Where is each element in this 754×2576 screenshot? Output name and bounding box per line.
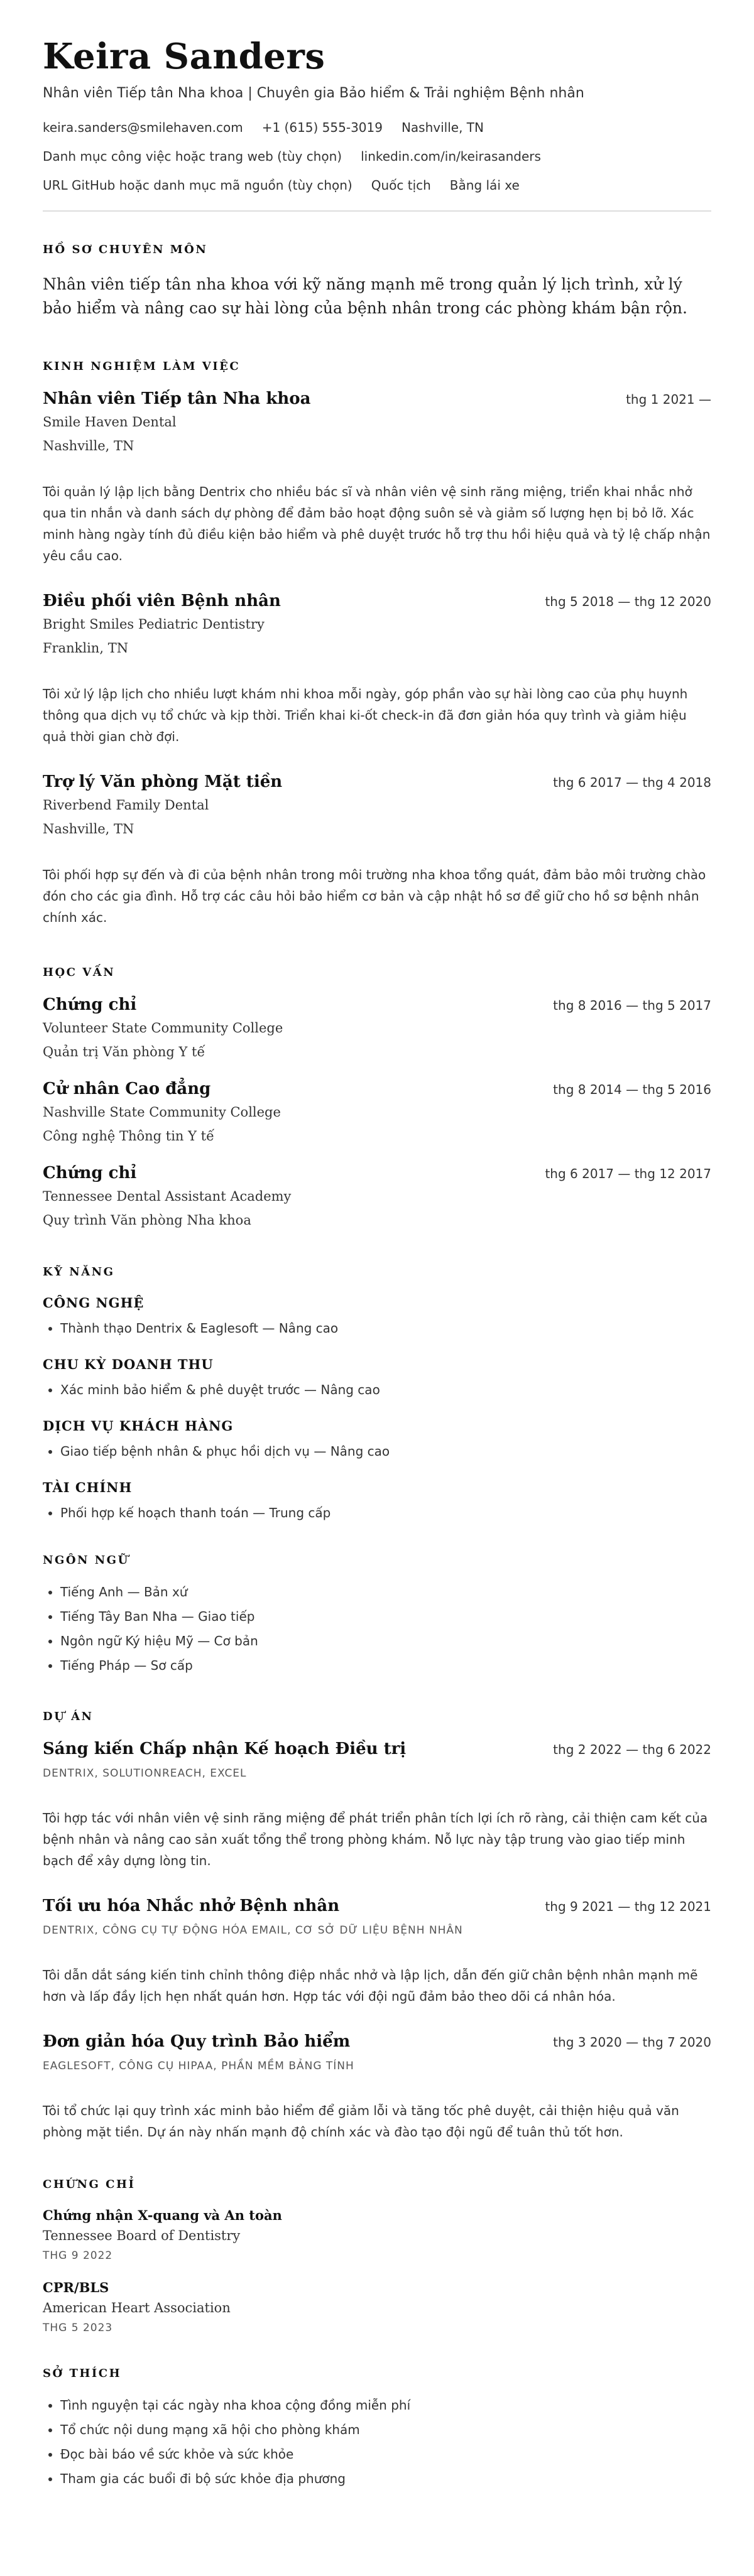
skill-item: • Xác minh bảo hiểm & phê duyệt trước — Nâng cao: [60, 1381, 711, 1399]
certification-issuer: American Heart Association: [43, 2300, 231, 2316]
contact-row-1: [43, 120, 711, 135]
language-item: • Tiếng Pháp — Sơ cấp: [60, 1657, 711, 1675]
job-title: Điều phối viên Bệnh nhân: [43, 592, 281, 611]
project-tech: DENTRIX, SOLUTIONREACH, EXCEL: [43, 1767, 247, 1780]
education-date: thg 8 2014 — thg 5 2016: [553, 1082, 711, 1098]
projects-section-title: DỰ ÁN: [43, 1710, 94, 1724]
interest-item: • Tham gia các buổi đi bộ sức khỏe địa phương: [60, 2470, 711, 2488]
job-company: Bright Smiles Pediatric Dentistry: [43, 617, 265, 632]
job-description: Tôi xử lý lập lịch cho nhiều lượt khám nhi khoa mỗi ngày, góp phần vào sự hài lòng cao của phụ huynh thông qua dịch vụ tổ chức và kịp thời. Triển khai ki-ốt check-in đã đơn giản hóa quy trình và giảm hiệu quả thời gian chờ đợi.: [43, 686, 688, 745]
project-description: Tôi hợp tác với nhân viên vệ sinh răng miệng để phát triển phân tích lợi ích rõ ràng, cải thiện cam kết của bệnh nhân và nâng cao sản xuất tổng thể trong phòng khám. Nỗ lực này tập trung vào giao tiếp minh bạch để xây dựng lòng tin.: [43, 1810, 708, 1869]
candidate-name: Keira Sanders: [43, 36, 325, 77]
certification-entry: [43, 2280, 711, 2334]
degree-title: Chứng chỉ: [43, 995, 137, 1015]
phone-link[interactable]: +1 (615) 555-3019: [261, 119, 383, 135]
skill-group-title: TÀI CHÍNH: [43, 1480, 133, 1496]
header-divider: [43, 210, 711, 212]
job-location: Franklin, TN: [43, 641, 129, 656]
project-tech: EAGLESOFT, CÔNG CỤ HIPAA, PHẦN MỀM BẢNG TÍNH: [43, 2060, 354, 2073]
certification-name: Chứng nhận X-quang và An toàn: [43, 2207, 282, 2224]
education-entry: [43, 1080, 711, 1144]
languages-section-title: NGÔN NGỮ: [43, 1554, 129, 1567]
project-tech: DENTRIX, CÔNG CỤ TỰ ĐỘNG HÓA EMAIL, CƠ SỞ DỮ LIỆU BỆNH NHÂN: [43, 1924, 463, 1937]
github-link[interactable]: URL GitHub hoặc danh mục mã nguồn (tùy chọn): [43, 177, 352, 193]
skill-list: [43, 1319, 711, 1338]
project-entry: [43, 1897, 711, 2007]
school-name: Tennessee Dental Assistant Academy: [43, 1189, 292, 1204]
job-location: Nashville, TN: [43, 821, 134, 837]
project-description: Tôi tổ chức lại quy trình xác minh bảo hiểm để giảm lỗi và tăng tốc phê duyệt, cải thiện hiệu quả văn phòng mặt tiền. Dự án này nhấn mạnh độ chính xác và đào tạo đội ngũ để tuân thủ tốt hơn.: [43, 2103, 679, 2140]
skill-list: [43, 1381, 711, 1399]
degree-title: Chứng chỉ: [43, 1164, 137, 1183]
job-date: thg 5 2018 — thg 12 2020: [545, 594, 711, 610]
experience-section-title: KINH NGHIỆM LÀM VIỆC: [43, 360, 241, 374]
interest-list: [43, 2396, 711, 2488]
job-company: Smile Haven Dental: [43, 414, 177, 430]
skill-group-title: DỊCH VỤ KHÁCH HÀNG: [43, 1418, 234, 1434]
email-link[interactable]: keira.sanders@smilehaven.com: [43, 119, 243, 135]
education-date: thg 6 2017 — thg 12 2017: [545, 1166, 711, 1182]
nationality-text: Quốc tịch: [371, 177, 431, 193]
candidate-headline: Nhân viên Tiếp tân Nha khoa | Chuyên gia Bảo hiểm & Trải nghiệm Bệnh nhân: [43, 85, 584, 101]
project-title: Tối ưu hóa Nhắc nhở Bệnh nhân: [43, 1897, 340, 1916]
school-name: Volunteer State Community College: [43, 1020, 283, 1036]
contact-row-3: [43, 178, 711, 193]
portfolio-link[interactable]: Danh mục công việc hoặc trang web (tùy chọn): [43, 148, 342, 164]
field-of-study: Công nghệ Thông tin Y tế: [43, 1128, 215, 1144]
linkedin-link[interactable]: linkedin.com/in/keirasanders: [361, 148, 541, 164]
job-location: Nashville, TN: [43, 438, 134, 454]
project-entry: [43, 2032, 711, 2143]
language-item: • Tiếng Anh — Bản xứ: [60, 1583, 711, 1601]
skill-group-title: CÔNG NGHỆ: [43, 1295, 145, 1311]
job-title: Nhân viên Tiếp tân Nha khoa: [43, 389, 311, 409]
skill-item: • Giao tiếp bệnh nhân & phục hồi dịch vụ — Nâng cao: [60, 1442, 711, 1461]
job-date: thg 6 2017 — thg 4 2018: [553, 775, 711, 791]
interests-section-title: SỞ THÍCH: [43, 2367, 122, 2381]
summary-section-title: HỒ SƠ CHUYÊN MÔN: [43, 242, 208, 256]
experience-entry: [43, 389, 711, 566]
job-description: Tôi phối hợp sự đến và đi của bệnh nhân trong môi trường nha khoa tổng quát, đảm bảo môi trường chào đón cho các gia đình. Hỗ trợ các câu hỏi bảo hiểm cơ bản và cập nhật hồ sơ để giữ cho hồ sơ bệnh nhân chính xác.: [43, 867, 706, 926]
project-date: thg 3 2020 — thg 7 2020: [553, 2035, 711, 2050]
project-title: Đơn giản hóa Quy trình Bảo hiểm: [43, 2032, 351, 2052]
job-title: Trợ lý Văn phòng Mặt tiền: [43, 772, 283, 792]
project-date: thg 2 2022 — thg 6 2022: [553, 1742, 711, 1758]
certification-name: CPR/BLS: [43, 2280, 109, 2296]
field-of-study: Quản trị Văn phòng Y tế: [43, 1044, 205, 1060]
interest-item: • Đọc bài báo về sức khỏe và sức khỏe: [60, 2445, 711, 2464]
skills-section-title: KỸ NĂNG: [43, 1265, 115, 1279]
project-description: Tôi dẫn dắt sáng kiến tinh chỉnh thông điệp nhắc nhở và lập lịch, dẫn đến giữ chân bệnh nhân mạnh mẽ hơn và lấp đầy lịch hẹn nhất quán hơn. Hợp tác với đội ngũ đảm bảo theo dõi cá nhân hóa.: [43, 1967, 698, 2005]
certification-date: THG 9 2022: [43, 2249, 113, 2263]
project-entry: [43, 1740, 711, 1871]
job-company: Riverbend Family Dental: [43, 798, 209, 813]
certification-entry: [43, 2207, 711, 2262]
skill-group-title: CHU KỲ DOANH THU: [43, 1356, 214, 1373]
language-item: • Tiếng Tây Ban Nha — Giao tiếp: [60, 1608, 711, 1626]
language-list: [43, 1583, 711, 1675]
project-date: thg 9 2021 — thg 12 2021: [545, 1899, 711, 1915]
skill-item: • Phối hợp kế hoạch thanh toán — Trung cấp: [60, 1504, 711, 1522]
contact-row-2: [43, 149, 711, 164]
skill-list: [43, 1504, 711, 1522]
interest-item: • Tổ chức nội dung mạng xã hội cho phòng khám: [60, 2421, 711, 2439]
education-entry: [43, 1164, 711, 1228]
education-date: thg 8 2016 — thg 5 2017: [553, 998, 711, 1014]
skill-list: [43, 1442, 711, 1461]
interest-item: • Tình nguyện tại các ngày nha khoa cộng đồng miễn phí: [60, 2396, 711, 2415]
certification-issuer: Tennessee Board of Dentistry: [43, 2228, 241, 2244]
education-entry: [43, 995, 711, 1059]
skill-item: • Thành thạo Dentrix & Eaglesoft — Nâng cao: [60, 1319, 711, 1338]
certifications-section-title: CHỨNG CHỈ: [43, 2178, 136, 2192]
project-title: Sáng kiến Chấp nhận Kế hoạch Điều trị: [43, 1740, 407, 1759]
field-of-study: Quy trình Văn phòng Nha khoa: [43, 1213, 251, 1228]
job-description: Tôi quản lý lập lịch bằng Dentrix cho nhiều bác sĩ và nhân viên vệ sinh răng miệng, triển khai nhắc nhở qua tin nhắn và danh sách dự phòng để đảm bảo hoạt động suôn sẻ và giảm số lượng hẹn bị bỏ lỡ. Xác minh hàng ngày tính đủ điều kiện bảo hiểm và phê duyệt trước hỗ trợ thu hồi hiệu quả và tỷ lệ chấp nhận yêu cầu cao.: [43, 484, 711, 564]
summary-text: Nhân viên tiếp tân nha khoa với kỹ năng mạnh mẽ trong quản lý lịch trình, xử lý bảo hiểm và nâng cao sự hài lòng của bệnh nhân trong các phòng khám bận rộn.: [43, 274, 687, 318]
degree-title: Cử nhân Cao đẳng: [43, 1080, 211, 1099]
language-item: • Ngôn ngữ Ký hiệu Mỹ — Cơ bản: [60, 1632, 711, 1650]
experience-entry: [43, 592, 711, 747]
location-text: Nashville, TN: [401, 119, 484, 135]
education-section-title: HỌC VẤN: [43, 966, 116, 980]
certification-date: THG 5 2023: [43, 2322, 113, 2335]
job-date: thg 1 2021 —: [626, 392, 711, 408]
experience-entry: [43, 772, 711, 928]
school-name: Nashville State Community College: [43, 1105, 281, 1120]
driver-license-text: Bằng lái xe: [449, 177, 520, 193]
